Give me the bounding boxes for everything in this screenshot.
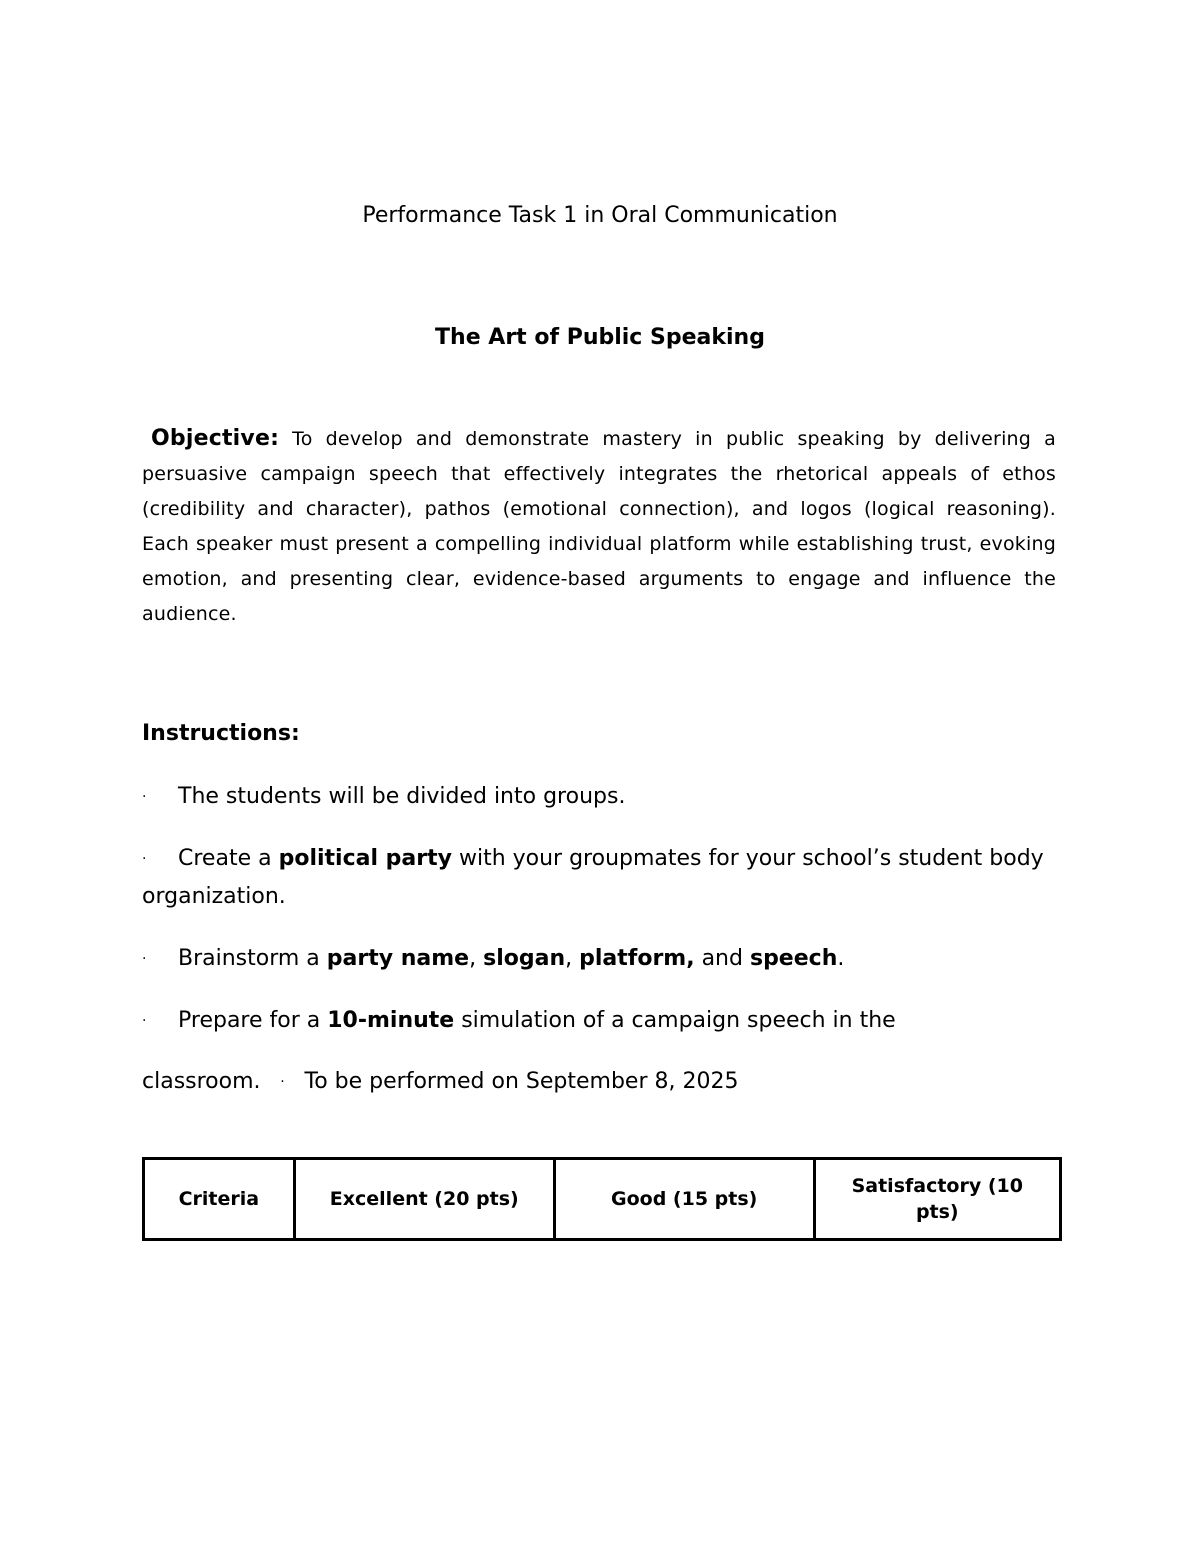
instruction-emphasis: party name: [326, 946, 470, 971]
document-title: Performance Task 1 in Oral Communication: [362, 203, 838, 228]
instruction-text: To be performed on September 8, 2025: [304, 1069, 739, 1094]
instruction-text: Brainstorm a: [178, 946, 327, 971]
instruction-text: classroom.: [142, 1069, 261, 1094]
bullet-icon: ·: [142, 1013, 147, 1029]
objective-text: To develop and demonstrate mastery in public speaking by delivering a persuasive campaign speech that effectively integrates the rhetorical appeals of ethos (credibility and character), pathos (emotional connection), and logos (logical reasoning). Each speaker must present a compelling individual platform while establishing trust, evoking emotion, and presenting clear, evidence-based arguments to engage and influence the audience.: [142, 428, 1056, 625]
instruction-emphasis: speech: [749, 946, 838, 971]
instruction-emphasis: platform,: [579, 946, 695, 971]
instruction-text: .: [837, 946, 845, 971]
rubric-header-excellent: Excellent (20 pts): [294, 1159, 554, 1240]
instruction-text: with your groupmates for your school’s student body organization.: [142, 846, 1044, 909]
instruction-item-political-party: [142, 840, 1062, 916]
bullet-icon: ·: [142, 789, 147, 805]
instruction-item-schedule: [142, 1063, 1062, 1101]
bullet-icon: ·: [142, 851, 147, 867]
instruction-text: ,: [469, 946, 484, 971]
instruction-text: ,: [565, 946, 580, 971]
rubric-header-row: [144, 1159, 1061, 1240]
rubric-table: [142, 1157, 1062, 1241]
instruction-text: The students will be divided into groups.: [178, 784, 626, 809]
instruction-emphasis: political party: [278, 846, 452, 871]
bullet-icon: ·: [280, 1074, 285, 1090]
document-subtitle: The Art of Public Speaking: [435, 325, 765, 350]
rubric-header-good: Good (15 pts): [554, 1159, 814, 1240]
instructions-heading: Instructions:: [142, 721, 300, 746]
instruction-text: and: [694, 946, 750, 971]
instruction-text: Prepare for a: [178, 1008, 328, 1033]
instruction-emphasis: slogan: [483, 946, 566, 971]
instruction-item-brainstorm: [142, 940, 1062, 978]
instruction-emphasis: 10-minute: [327, 1008, 455, 1033]
instruction-item-simulation: [142, 1002, 1062, 1040]
objective-paragraph: [142, 421, 1056, 632]
instruction-text: Create a: [178, 846, 279, 871]
instruction-item-groups: [142, 778, 1062, 816]
rubric-header-satisfactory: Satisfactory (10 pts): [814, 1159, 1060, 1240]
rubric-header-criteria: Criteria: [144, 1159, 295, 1240]
objective-label: Objective:: [151, 426, 280, 451]
bullet-icon: ·: [142, 951, 147, 967]
instruction-text: simulation of a campaign speech in the: [454, 1008, 896, 1033]
